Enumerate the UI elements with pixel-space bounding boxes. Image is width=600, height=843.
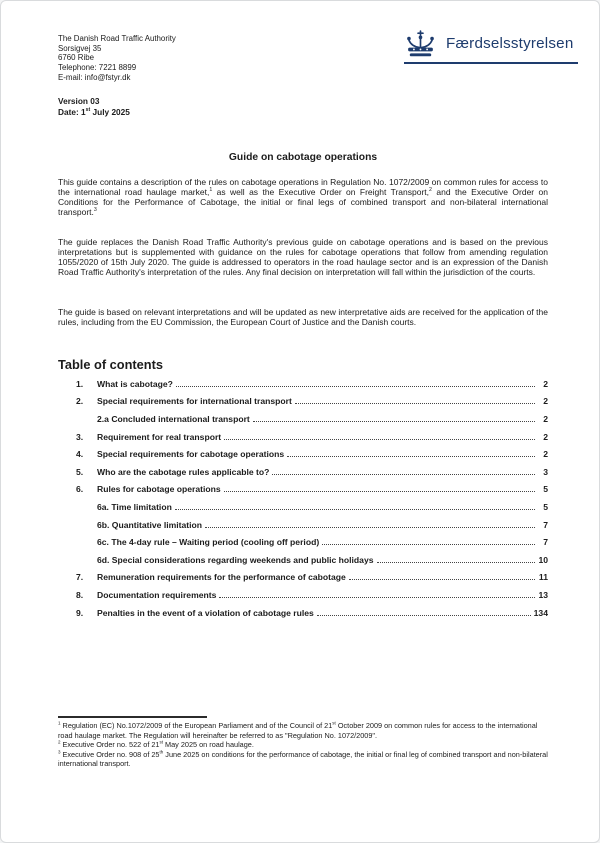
toc-entry-page: 11 — [538, 572, 548, 583]
logo-underline — [404, 62, 578, 64]
toc-entry-label: Special requirements for international transport — [97, 396, 292, 407]
toc-entry[interactable] — [76, 428, 548, 446]
toc-leader-dots — [377, 557, 535, 563]
toc-entry-page: 5 — [543, 484, 548, 495]
toc-entry-label: 6c. The 4-day rule – Waiting period (cooling off period) — [97, 537, 320, 548]
toc-entry-label: Penalties in the event of a violation of cabotage rules — [97, 607, 314, 618]
date-line: Date: 1st July 2025 — [58, 107, 130, 117]
document-title: Guide on cabotage operations — [228, 152, 378, 163]
toc-leader-dots — [224, 486, 535, 492]
toc-entry[interactable] — [76, 463, 548, 481]
toc-entry-label: 2.a Concluded international transport — [97, 413, 250, 424]
toc-entry[interactable] — [76, 498, 548, 516]
toc-entry-label: 6b. Quantitative limitation — [97, 519, 203, 530]
toc-entry-number: 4. — [76, 449, 84, 460]
toc-entry-page: 13 — [538, 589, 548, 600]
toc-entry-label: What is cabotage? — [97, 378, 173, 389]
toc-entry-number: 9. — [76, 607, 84, 618]
toc-entry-number: 1. — [76, 378, 84, 389]
intro-paragraph-1: This guide contains a description of the rules on cabotage operations in Regulation No. 1072/2009 on common rules for access to the international road haulage market,$^1$ as well as the Executive Order on Freight Transport,$^2$ and the Executive Order on Conditions for the Performance of Cabotage, the initial or final legs of combined transport and non-bilateral international transport.$^3$ — [58, 177, 548, 217]
toc-entry-page: 2 — [543, 396, 548, 407]
toc-entry-label: 6a. Time limitation — [97, 501, 172, 512]
toc-title: Table of contents — [58, 357, 163, 372]
version-block — [58, 96, 130, 118]
toc-leader-dots — [322, 539, 535, 545]
sender-address-line: The Danish Road Traffic Authority — [58, 34, 176, 43]
toc-entry-page: 3 — [543, 466, 548, 477]
sender-address — [58, 34, 176, 83]
toc-entry[interactable] — [76, 375, 548, 393]
toc-entry[interactable] — [76, 445, 548, 463]
toc-leader-dots — [317, 610, 531, 616]
toc-leader-dots — [287, 451, 535, 457]
toc-entry-number: 5. — [76, 466, 84, 477]
toc-leader-dots — [295, 398, 535, 404]
version-line: Version 03 — [58, 96, 100, 106]
toc-entry-page: 5 — [543, 501, 548, 512]
toc-entry-page: 2 — [543, 378, 548, 389]
toc-entry-number: 3. — [76, 431, 84, 442]
footnote: $^3$ Executive Order no. 908 of 25th June 2025 on conditions for the performance of cabotage, the initial or final leg of combined transport and non-bilateral international transport. — [58, 749, 548, 768]
toc-entry-number: 2. — [76, 396, 84, 407]
agency-logo — [404, 28, 573, 58]
toc-list — [76, 375, 548, 621]
intro-paragraph-3: The guide is based on relevant interpretations and will be updated as new interpretative aids are received for the application of the rules, including from the EU Commission, the European Court of Justice and the Danish courts. — [58, 307, 548, 327]
footnote: $^2$ Executive Order no. 522 of 21st May 2025 on road haulage. — [58, 739, 254, 749]
toc-leader-dots — [224, 434, 535, 440]
toc-entry-page: 10 — [538, 554, 548, 565]
toc-entry-page: 7 — [543, 537, 548, 548]
toc-entry[interactable] — [76, 410, 548, 428]
sender-address-line: Sorsigvej 35 — [58, 43, 102, 53]
toc-entry-label: Requirement for real transport — [97, 431, 222, 442]
toc-entry-label: 6d. Special considerations regarding weekends and public holidays — [97, 554, 374, 565]
sender-address-line: E-mail: info@fstyr.dk — [58, 72, 131, 82]
toc-entry-page: 134 — [533, 607, 548, 618]
toc-leader-dots — [205, 522, 535, 528]
toc-leader-dots — [175, 504, 535, 510]
agency-logo-text: Færdselsstyrelsen — [446, 34, 574, 52]
toc-leader-dots — [176, 381, 535, 387]
toc-leader-dots — [349, 574, 535, 580]
toc-entry-label: Who are the cabotage rules applicable to? — [97, 466, 270, 477]
footnote-separator — [58, 716, 207, 718]
toc-leader-dots — [219, 592, 535, 598]
crown-icon — [404, 29, 437, 58]
toc-entry-number: 8. — [76, 589, 84, 600]
toc-leader-dots — [272, 469, 535, 475]
sender-address-line: Telephone: 7221 8899 — [58, 63, 137, 73]
toc-entry-page: 2 — [543, 413, 548, 424]
toc-entry[interactable] — [76, 481, 548, 499]
toc-leader-dots — [253, 416, 535, 422]
sender-address-line: 6760 Ribe — [58, 53, 94, 63]
toc-entry-label: Documentation requirements — [97, 589, 217, 600]
toc-entry-label: Remuneration requirements for the performance of cabotage — [97, 572, 346, 583]
toc-entry[interactable] — [76, 393, 548, 411]
toc-entry[interactable] — [76, 569, 548, 587]
toc-entry-number: 6. — [76, 484, 84, 495]
toc-entry-label: Rules for cabotage operations — [97, 484, 221, 495]
toc-entry[interactable] — [76, 533, 548, 551]
toc-entry[interactable] — [76, 604, 548, 622]
toc-entry-page: 2 — [543, 431, 548, 442]
footnotes — [58, 721, 550, 769]
toc-entry[interactable] — [76, 551, 548, 569]
toc-entry-page: 7 — [543, 519, 548, 530]
toc-entry-page: 2 — [543, 449, 548, 460]
footnote: $^1$ Regulation (EC) No.1072/2009 of the European Parliament and of the Council of 21st October 2009 on common rules for access to the international road haulage market. The Regulation will hereinafter be referred to as "Regulation No. 1072/2009". — [58, 720, 538, 740]
toc-entry[interactable] — [76, 516, 548, 534]
toc-entry-label: Special requirements for cabotage operations — [97, 449, 285, 460]
toc-entry[interactable] — [76, 586, 548, 604]
intro-paragraph-2: The guide replaces the Danish Road Traffic Authority's previous guide on cabotage operations and is based on the previous interpretations but is supplemented with guidance on the rules for cabotage operations that follow from amending regulation 1055/2020 of 15th July 2020. The guide is addressed to operators in the road haulage sector and is an expression of the Danish Road Traffic Authority's interpretation of the rules. Any final decision on interpretation will fall within the jurisdiction of the courts. — [58, 237, 548, 277]
toc-entry-number: 7. — [76, 572, 84, 583]
